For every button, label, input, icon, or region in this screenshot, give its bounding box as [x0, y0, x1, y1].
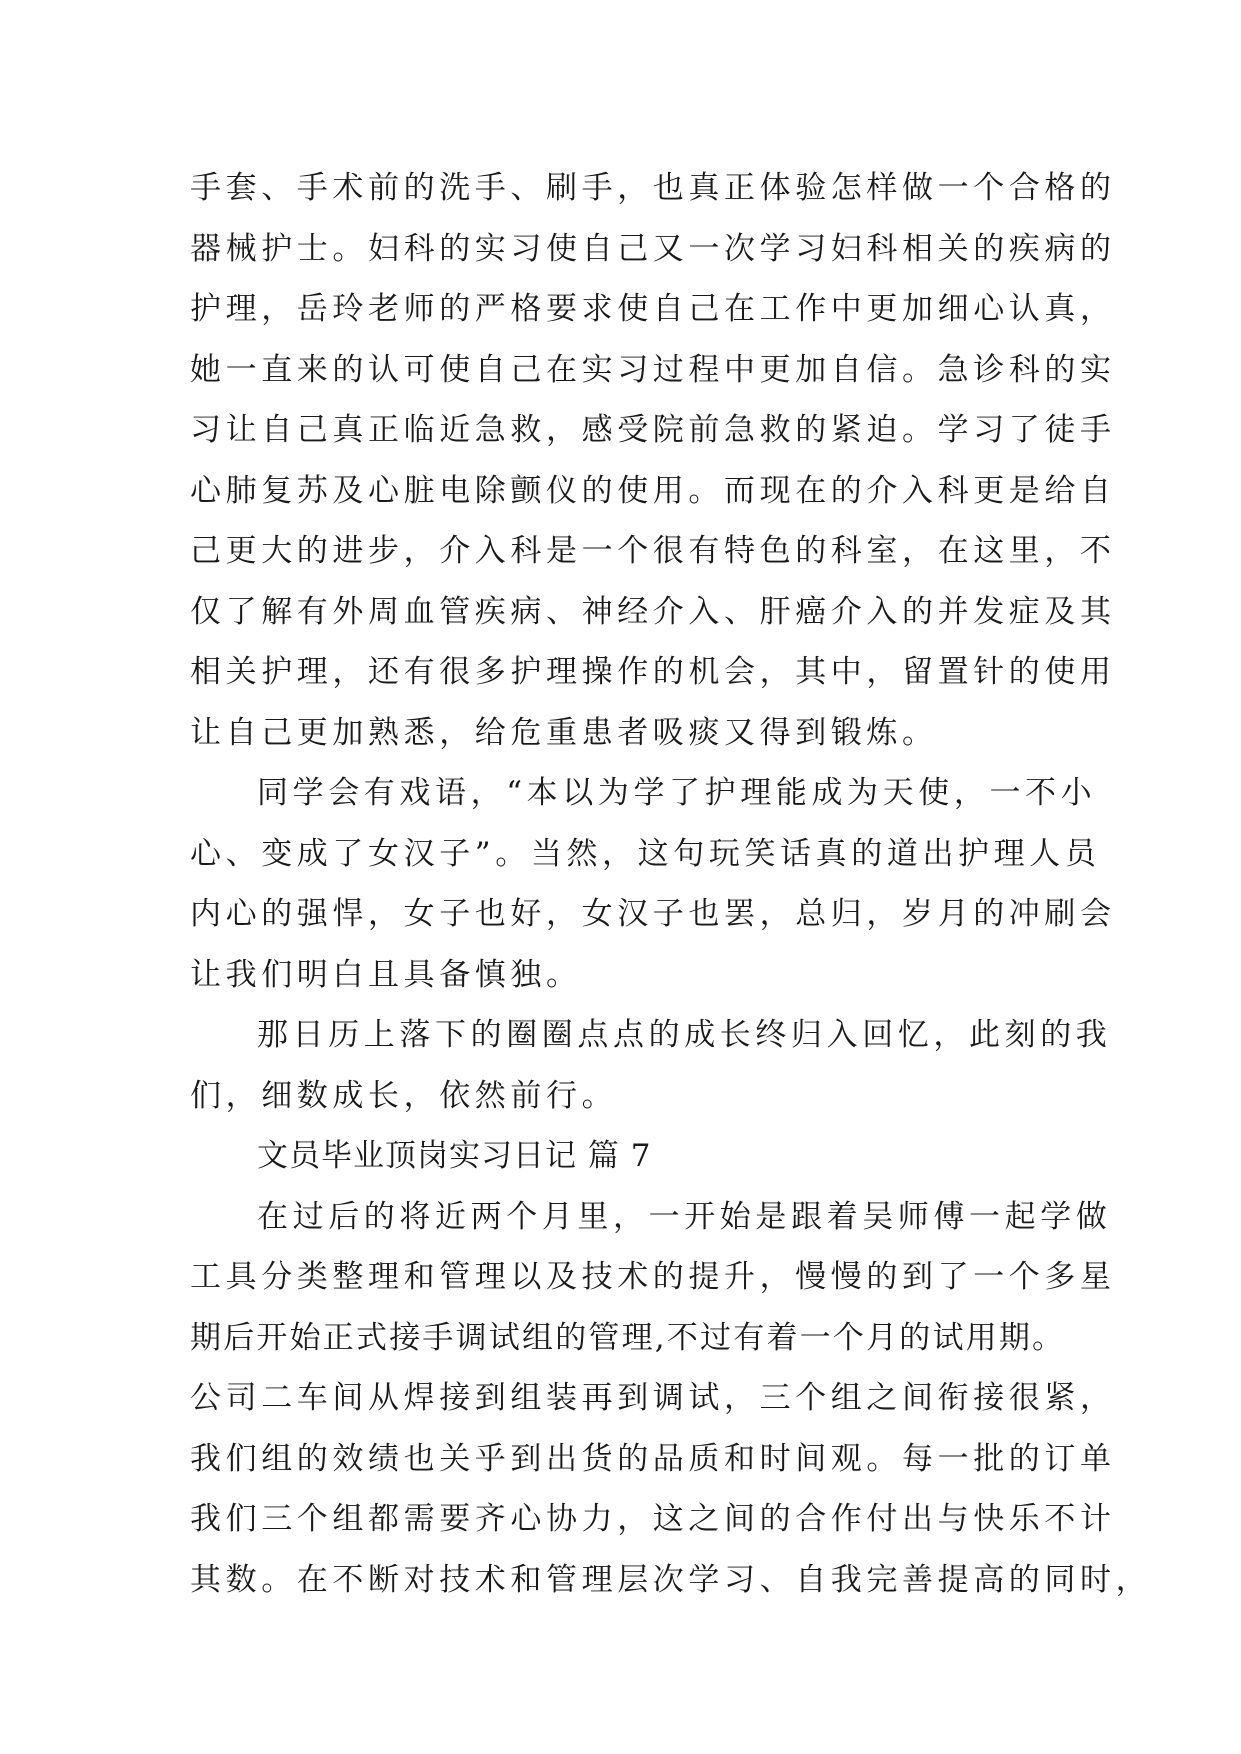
paragraph-continued: [190, 158, 1116, 763]
text-line: 在过后的将近两个月里，一开始是跟着吴师傅一起学做: [257, 1198, 1112, 1235]
text-line: 己更大的进步，介入科是一个很有特色的科室，在这里，不: [190, 533, 1116, 569]
text-line: 仅了解有外周血管疾病、神经介入、肝癌介入的并发症及其: [190, 593, 1116, 630]
text-line: 我们三个组都需要齐心协力，这之间的合作付出与快乐不计: [190, 1501, 1116, 1537]
text-line: 心肺复苏及心脏电除颤仪的使用。而现在的介入科更是给自: [190, 472, 1116, 509]
text-line: 护理，岳玲老师的严格要求使自己在工作中更加细心认真，: [190, 291, 1116, 327]
text-line: 我们组的效绩也关乎到出货的品质和时间观。每一批的订单: [190, 1440, 1116, 1477]
paragraph-angel: [190, 763, 1116, 1005]
text-line: 手套、手术前的洗手、刷手，也真正体验怎样做一个合格的: [190, 170, 1116, 206]
paragraph-workshop: [190, 1187, 1152, 1611]
text-line: 让自己更加熟悉，给危重患者吸痰又得到锻炼。: [190, 714, 938, 751]
text-line: 同学会有戏语，“本以为学了护理能成为天使，一不小: [257, 775, 1097, 811]
section-heading: [190, 1126, 1058, 1187]
section-title: 文员毕业顶岗实习日记 篇 7: [257, 1138, 652, 1174]
document-body: [190, 158, 1152, 1610]
text-line: 让我们明白且具备慎独。: [190, 956, 582, 993]
paragraph-calendar: [190, 1005, 1112, 1126]
text-line: 那日历上落下的圈圈点点的成长终归入回忆，此刻的我: [257, 1017, 1112, 1053]
text-line: 期后开始正式接手调试组的管理,不过有着一个月的试用期。: [190, 1319, 1066, 1356]
text-line: 其数。在不断对技术和管理层次学习、自我完善提高的同时，: [190, 1561, 1152, 1598]
text-line: 器械护士。妇科的实习使自己又一次学习妇科相关的疾病的: [190, 230, 1116, 267]
text-line: 相关护理，还有很多护理操作的机会，其中，留置针的使用: [190, 654, 1116, 690]
text-line: 她一直来的认可使自己在实习过程中更加自信。急诊科的实: [190, 351, 1116, 388]
text-line: 工具分类整理和管理以及技术的提升，慢慢的到了一个多星: [190, 1259, 1116, 1295]
text-line: 习让自己真正临近急救，感受院前急救的紧迫。学习了徒手: [190, 412, 1116, 448]
text-line: 们，细数成长，依然前行。: [190, 1077, 618, 1114]
text-line: 内心的强悍，女子也好，女汉子也罢，总归，岁月的冲刷会: [190, 896, 1116, 932]
text-line: 公司二车间从焊接到组装再到调试，三个组之间衔接很紧，: [190, 1380, 1116, 1416]
text-line: 心、变成了女汉子”。当然，这句玩笑话真的道出护理人员: [190, 835, 1101, 872]
